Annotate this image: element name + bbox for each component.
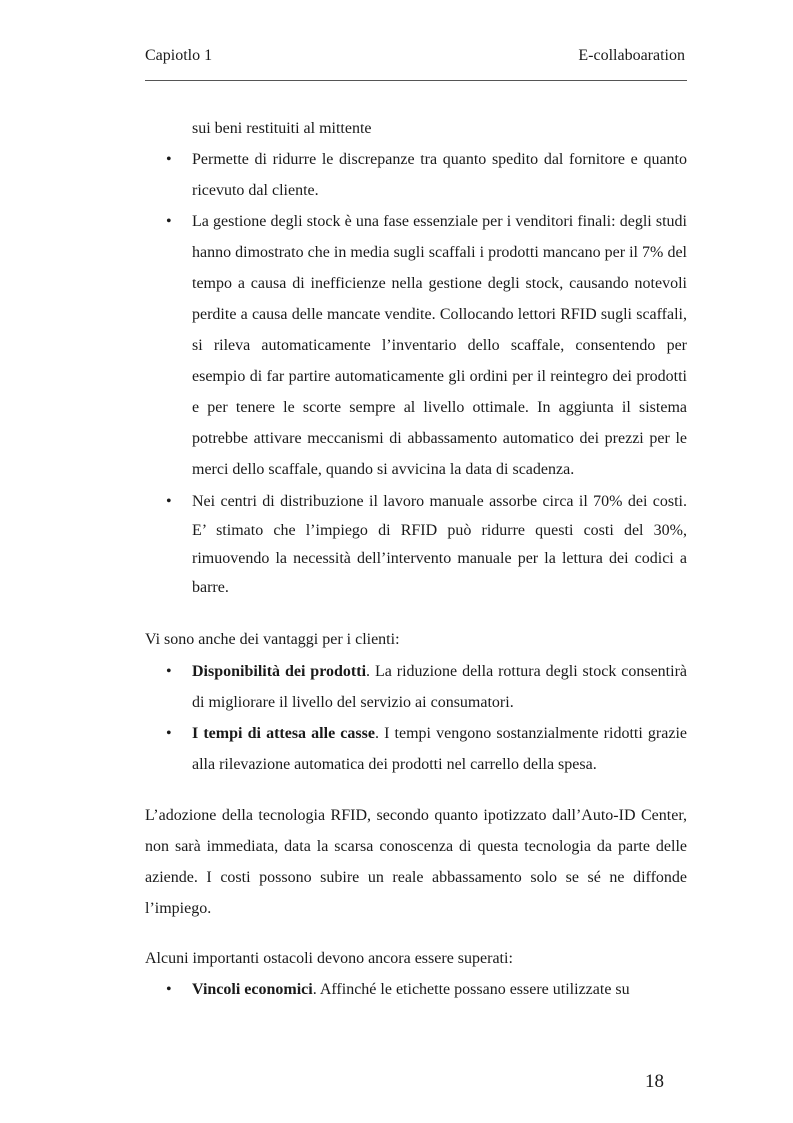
list-item-text: . I tempi vengono sostanzialmente ridotti grazie alla rilevazione automatica dei prodotti nel carrello della spesa.: [192, 725, 687, 773]
list-item: [145, 206, 687, 485]
bullet-icon: •: [166, 151, 172, 168]
list-item-text: Permette di ridurre le discrepanze tra quanto spedito dal fornitore e quanto ricevuto dal cliente.: [192, 151, 687, 199]
header-section: E-collaboaration: [578, 47, 685, 64]
list-item-term: Disponibilità dei prodotti: [192, 663, 367, 680]
header-rule: [145, 80, 687, 81]
list-item: [145, 144, 687, 206]
page-body: [145, 113, 687, 1005]
list-item: [145, 974, 687, 1005]
adoption-paragraph: L’adozione della tecnologia RFID, secondo quanto ipotizzato dall’Auto-ID Center, non sarà immediata, data la scarsa conoscenza di questa tecnologia da parte delle aziende. I costi possono subire un reale abbassamento solo se sé ne diffonde l’impiego.: [145, 807, 687, 917]
continued-bullet-text: sui beni restituiti al mittente: [192, 120, 372, 137]
list-item: [145, 488, 687, 602]
client-benefits-list: [145, 656, 687, 780]
list-item-text: . Affinché le etichette possano essere utilizzate su: [312, 981, 630, 998]
list-item-term: I tempi di attesa alle casse: [192, 725, 375, 742]
list-item-text: . La riduzione della rottura degli stock consentirà di migliorare il livello del servizio ai consumatori.: [192, 663, 688, 711]
bullet-icon: •: [166, 213, 172, 230]
list-item-text: Nei centri di distribuzione il lavoro manuale assorbe circa il 70% dei costi. E’ stimato che l’impiego di RFID può ridurre questi costi del 30%, rimuovendo la necessità dell’intervento manuale per la lettura dei codici a barre.: [192, 493, 687, 596]
clients-intro: Vi sono anche dei vantaggi per i clienti:: [145, 631, 400, 648]
bullet-icon: •: [166, 981, 172, 998]
obstacles-intro: Alcuni importanti ostacoli devono ancora essere superati:: [145, 950, 513, 967]
benefits-list: [145, 144, 687, 485]
benefits-list-cont: [145, 488, 687, 602]
header-chapter: Capiotlo 1: [145, 47, 213, 64]
list-item: [145, 718, 687, 780]
list-item: [145, 656, 687, 718]
list-item-term: Vincoli economici: [192, 981, 313, 998]
bullet-icon: •: [166, 725, 172, 742]
list-item-text: La gestione degli stock è una fase essenziale per i venditori finali: degli studi hanno dimostrato che in media sugli scaffali i prodotti mancano per il 7% del tempo a causa di inefficienze nella gestione degli stock, causando notevoli perdite a causa delle mancate vendite. Collocando lettori RFID sugli scaffali, si rileva automaticamente l’inventario dello scaffale, consentendo per esempio di far partire automaticamente gli ordini per il reintegro dei prodotti e per tenere le scorte sempre al livello ottimale. In aggiunta il sistema potrebbe attivare meccanismi di abbassamento automatico dei prezzi per le merci dello scaffale, quando si avvicina la data di scadenza.: [192, 213, 687, 478]
bullet-icon: •: [166, 663, 172, 680]
page-number: 18: [645, 1071, 664, 1092]
obstacles-list: [145, 974, 687, 1005]
bullet-icon: •: [166, 493, 172, 510]
